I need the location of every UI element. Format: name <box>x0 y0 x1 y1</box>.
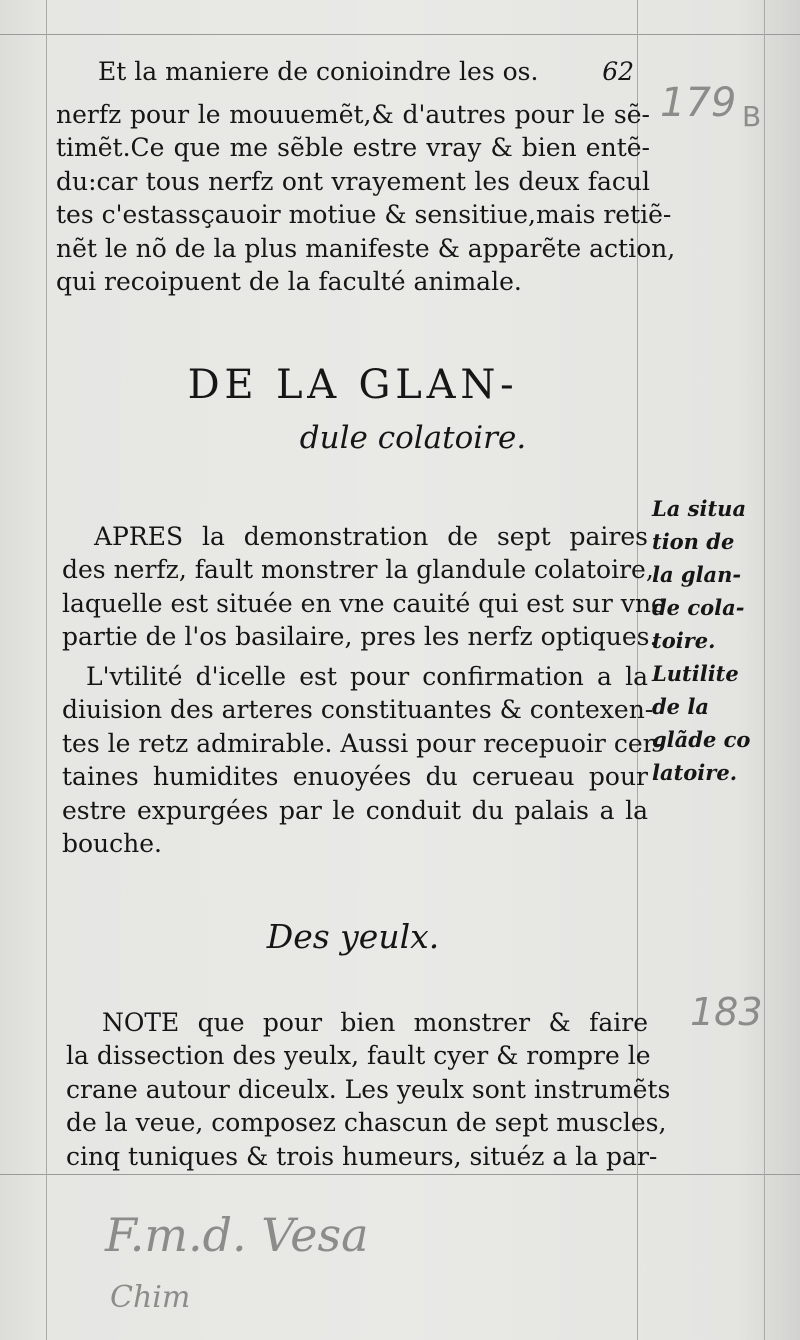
rule-line <box>46 0 47 1340</box>
text-line: diuision des arteres constituantes & contexen- <box>62 695 654 725</box>
text-line: crane autour diceulx. Les yeulx sont instrumẽts <box>66 1074 671 1104</box>
text-line: partie de l'os basilaire, pres les nerfz optiques. <box>62 622 658 652</box>
text-line: tes le retz admirable. Aussi pour recepuoir cer- <box>62 728 664 758</box>
pencil-signature: F.m.d. Vesa <box>105 1208 369 1262</box>
pencil-number-right: 183 <box>690 990 763 1034</box>
margin-note-line: toire. <box>652 628 716 653</box>
margin-note-line: Lutilite <box>652 661 739 686</box>
rule-line <box>764 0 765 1340</box>
heading-italic: dule colatoire. <box>299 420 527 456</box>
rule-line <box>0 34 800 35</box>
glandule-paragraph-2 <box>62 660 664 860</box>
text-line: laquelle est située en vne cauité qui est sur vne <box>62 588 666 618</box>
margin-notes <box>652 492 762 789</box>
running-head <box>98 52 638 92</box>
section-heading-yeulx <box>56 912 650 962</box>
section-subheading-glandule <box>56 416 710 460</box>
text-line: timẽt.Ce que me sẽble estre vray & bien entẽ- <box>56 133 650 163</box>
page-number: 62 <box>602 57 634 86</box>
text-line: taines humidites enuoyées du cerueau pour <box>62 762 648 792</box>
text-line: du:car tous nerfz ont vrayement les deux facul <box>56 166 650 196</box>
text-line: nẽt le nõ de la plus manifeste & apparẽte action, <box>56 233 676 263</box>
text-line: tes c'estassçauoir motiue & sensitiue,mais retiẽ- <box>56 200 672 230</box>
yeulx-paragraph <box>66 1006 671 1173</box>
margin-note-line: de cola- <box>652 595 745 620</box>
heading-caps: DE LA GLAN- <box>187 362 519 408</box>
rule-line <box>0 1174 800 1175</box>
text-line: des nerfz, fault monstrer la glandule colatoire, <box>62 555 654 585</box>
text-line: de la veue, composez chascun de sept muscles, <box>66 1108 667 1138</box>
text-line: bouche. <box>62 828 162 858</box>
margin-note-line: tion de <box>652 529 735 554</box>
text-line: nerfz pour le mouuemẽt,& d'autres pour le sẽ- <box>56 100 650 129</box>
pencil-signature-2: Chim <box>110 1280 191 1315</box>
pencil-number-top: 179 <box>660 80 737 126</box>
pencil-letter-top: B <box>742 100 762 133</box>
margin-note-line: latoire. <box>652 760 738 785</box>
heading-italic: Des yeulx. <box>266 917 440 956</box>
text-line: estre expurgées par le conduit du palais a la <box>62 795 648 825</box>
margin-note-line: de la <box>652 694 709 719</box>
text-line: L'vtilité d'icelle est pour confirmation a la <box>86 662 648 691</box>
margin-note-line: La situa <box>652 496 747 521</box>
text-line: APRES la demonstration de sept paires <box>94 522 648 551</box>
glandule-paragraph-1 <box>62 520 666 654</box>
margin-note-line: glãde co <box>652 727 751 752</box>
text-line: la dissection des yeulx, fault cyer & rompre le <box>66 1041 651 1071</box>
opening-paragraph <box>56 98 676 298</box>
text-line: cinq tuniques & trois humeurs, situéz a la par- <box>66 1141 658 1171</box>
text-line: NOTE que pour bien monstrer & faire <box>102 1008 648 1037</box>
margin-note-line: la glan- <box>652 562 742 587</box>
running-head-title: Et la maniere de conioindre les os. <box>98 57 539 86</box>
text-line: qui recoipuent de la faculté animale. <box>56 266 522 296</box>
section-heading-glandule <box>56 360 650 410</box>
